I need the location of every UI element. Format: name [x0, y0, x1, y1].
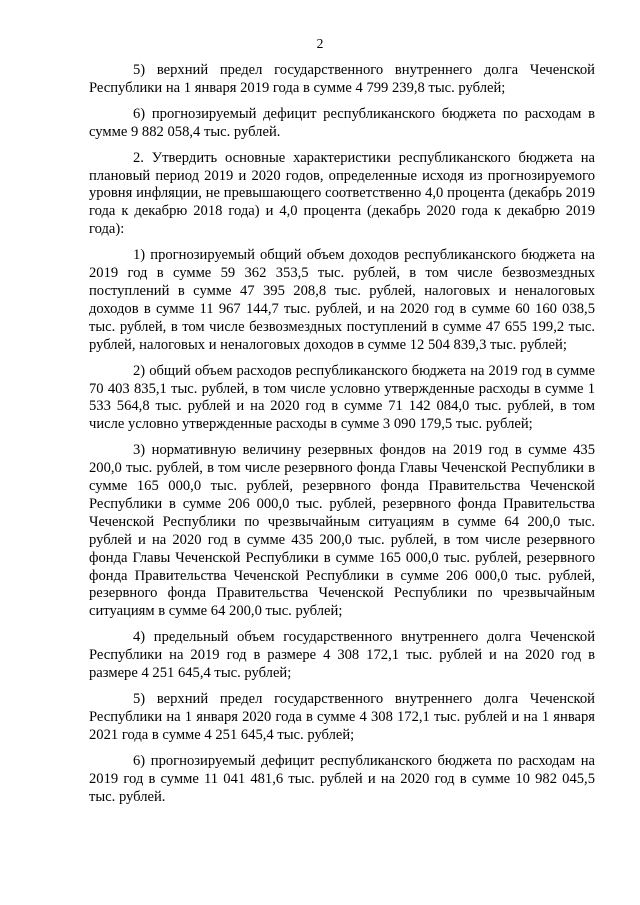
- paragraph-debt-ceiling-2020-2021: 5) верхний предел государственного внутреннего долга Чеченской Республики на 1 января 2020 года в сумме 4 308 172,1 тыс. рублей и на 1 января 2021 года в сумме 4 251 645,4 тыс. рублей;: [89, 691, 595, 743]
- paragraph-debt-limit: 4) предельный объем государственного внутреннего долга Чеченской Республики на 2019 год в размере 4 308 172,1 тыс. рублей и на 2020 год в размере 4 251 645,4 тыс. рублей;: [89, 629, 595, 682]
- paragraph-expenditures: 2) общий объем расходов республиканского бюджета на 2019 год в сумме 70 403 835,1 тыс. рублей, в том числе условно утвержденные расходы в сумме 1 533 564,8 тыс. рублей и на 2020 год в сумме 71 142 084,0 тыс. рублей, в том числе условно утвержденные расходы в сумме 3 090 179,5 тыс. рублей;: [89, 362, 595, 433]
- paragraph-debt-ceiling-2019: 5) верхний предел государственного внутреннего долга Чеченской Республики на 1 января 2019 года в сумме 4 799 239,8 тыс. рублей;: [89, 62, 595, 96]
- paragraph-reserve-funds: 3) нормативную величину резервных фондов на 2019 год в сумме 435 200,0 тыс. рублей, в том числе резервного фонда Главы Чеченской Республики в сумме 165 000,0 тыс. рублей, резервного фонда Правительства Чеченской Республики в сумме 206 000,0 тыс. рублей, резервного фонда Правительства Чеченской Республики по чрезвычайным ситуациям в сумме 64 200,0 тыс. рублей и на 2020 год в сумме 435 200,0 тыс. рублей, в том числе резервного фонда Главы Чеченской Республики в сумме 165 000,0 тыс. рублей, резервного фонда Правительства Чеченской Республики в сумме 206 000,0 тыс. рублей, резервного фонда Правительства Чеченской Республики по чрезвычайным ситуациям в сумме 64 200,0 тыс. рублей;: [89, 442, 595, 620]
- paragraph-planning-period: 2. Утвердить основные характеристики республиканского бюджета на плановый период 2019 и 2020 годов, определенные исходя из прогнозируемого уровня инфляции, не превышающего соответственно 4,0 процента (декабрь 2019 года к декабрю 2018 года) и 4,0 процента (декабрь 2020 года к декабрю 2019 года):: [89, 149, 595, 238]
- paragraph-deficit-2019-2020: 6) прогнозируемый дефицит республиканского бюджета по расходам на 2019 год в сумме 11 041 481,6 тыс. рублей и на 2020 год в сумме 10 982 045,5 тыс. рублей.: [89, 752, 595, 805]
- paragraph-revenues: 1) прогнозируемый общий объем доходов республиканского бюджета на 2019 год в сумме 59 362 353,5 тыс. рублей, в том числе безвозмездных поступлений в сумме 47 395 208,8 тыс. рублей, налоговых и неналоговых доходов в сумме 11 967 144,7 тыс. рублей, и на 2020 год в сумме 60 160 038,5 тыс. рублей, в том числе безвозмездных поступлений в сумме 47 655 199,2 тыс. рублей, налоговых и неналоговых доходов в сумме 12 504 839,3 тыс. рублей;: [89, 247, 595, 353]
- page-number: 2: [316, 36, 324, 51]
- document-body: [89, 62, 595, 814]
- paragraph-deficit-2018: 6) прогнозируемый дефицит республиканского бюджета по расходам в сумме 9 882 058,4 тыс. рублей.: [89, 105, 595, 140]
